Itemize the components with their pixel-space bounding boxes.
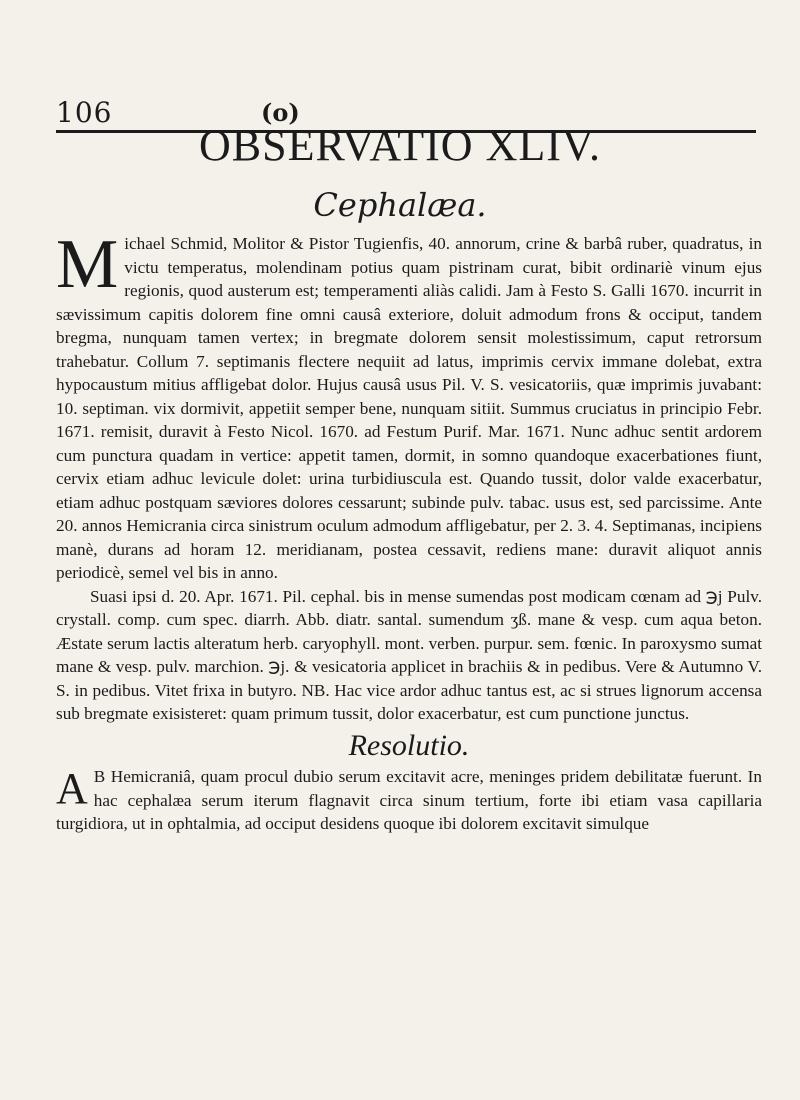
paragraph-case-history (56, 226, 762, 585)
observation-title: OBSERVATIO XLIV. (198, 121, 601, 170)
header-ornament: (o) (261, 98, 300, 127)
paragraph-prescription: Suasi ipsi d. 20. Apr. 1671. Pil. cephal. bis in mense sumendas post modicam cœnam ad ℈j Pulv. crystall. comp. cum spec. diarrh. Abb. diatr. santal. sumendum ʒß. mane & vesp. cum aqua beton. Æstate serum lactis alteratum herb. caryophyll. mont. verben. purpur. sem. fœnic. In paroxysmo sumat mane & vesp. pulv. marchion. ℈j. & vesicatoria applicet in brachiis & in pedibus. Vere & Autumno V. S. in pedibus. Vitet frixa in butyro. NB. Hac vice ardor adhuc tantus est, ac si strues lignorum accensa sub bregmate exisisteret: quam primum tussit, dolor exacerbatur, est cum punctione junctus. (56, 586, 762, 723)
paragraph-resolution (56, 765, 762, 836)
section-heading: Resolutio. (348, 728, 470, 762)
drop-cap: A (56, 764, 88, 813)
paragraph-text: ichael Schmid, Molitor & Pistor Tugienfis, 40. annorum, crine & barbâ ruber, quadratus, in victu temperatus, molendinam potius quam pistrinam curat, bibit ordinariè vinum ejus regionis, quod austerum est; temperamenti aliàs calidi. Jam à Festo S. Galli 1670. incurrit in sævissimum capitis dolorem fine omni causâ exteriore, doluit admodum frons & occiput, tandem bregma, nunquam tamen vertex; in bregmate dolorem sensit molestissimum, caput retrorsum trahebatur. Collum 7. septimanis flectere nequiit ad latus, imprimis cervix immane dolebat, extra hypocaustum mitius affligebat dolor. Hujus causâ usus Pil. V. S. vesicatoriis, quæ imprimis juvabant: 10. septiman. vix dormivit, appetiit semper bene, nunquam sitiit. Summus cruciatus in principio Febr. 1671. remisit, duravit à Festo Nicol. 1670. ad Festum Purif. Mar. 1671. Nunc adhuc sentit ardorem cum punctura quadam in vertice: appetit tamen, dormit, in somno quandoque exacerbationes fiunt, cervix etiam adhuc levicule dolet: urina turbidiuscula est. Quando tussit, dolor valde exacerbatur, etiam adhuc postquam sæviores dolores cessarunt; subinde pulv. tabac. usus est, sed parcissime. Ante 20. annos Hemicrania circa sinistrum oculum admodum affligebatur, per 2. 3. 4. Septimanas, incipiens manè, durans ad horam 12. meridianam, postea cessavit, rediens mane: duravit aliquot annis periodicè, semel vel bis in anno. (56, 234, 762, 582)
observation-subtitle: Cephalæa. (313, 186, 487, 224)
text-body (56, 226, 762, 836)
paragraph-text: B Hemicraniâ, quam procul dubio serum excitavit acre, meninges pridem debilitatæ fuerunt. In hac cephalæa serum iterum flagnavit circa sinum tertium, forte ibi etiam vasa capillaria turgidiora, ut in ophtalmia, ad occiput desidens quoque ibi dolorem excitavit simulque (56, 767, 762, 833)
page-number: 106 (56, 96, 113, 129)
drop-cap: M (56, 226, 119, 303)
